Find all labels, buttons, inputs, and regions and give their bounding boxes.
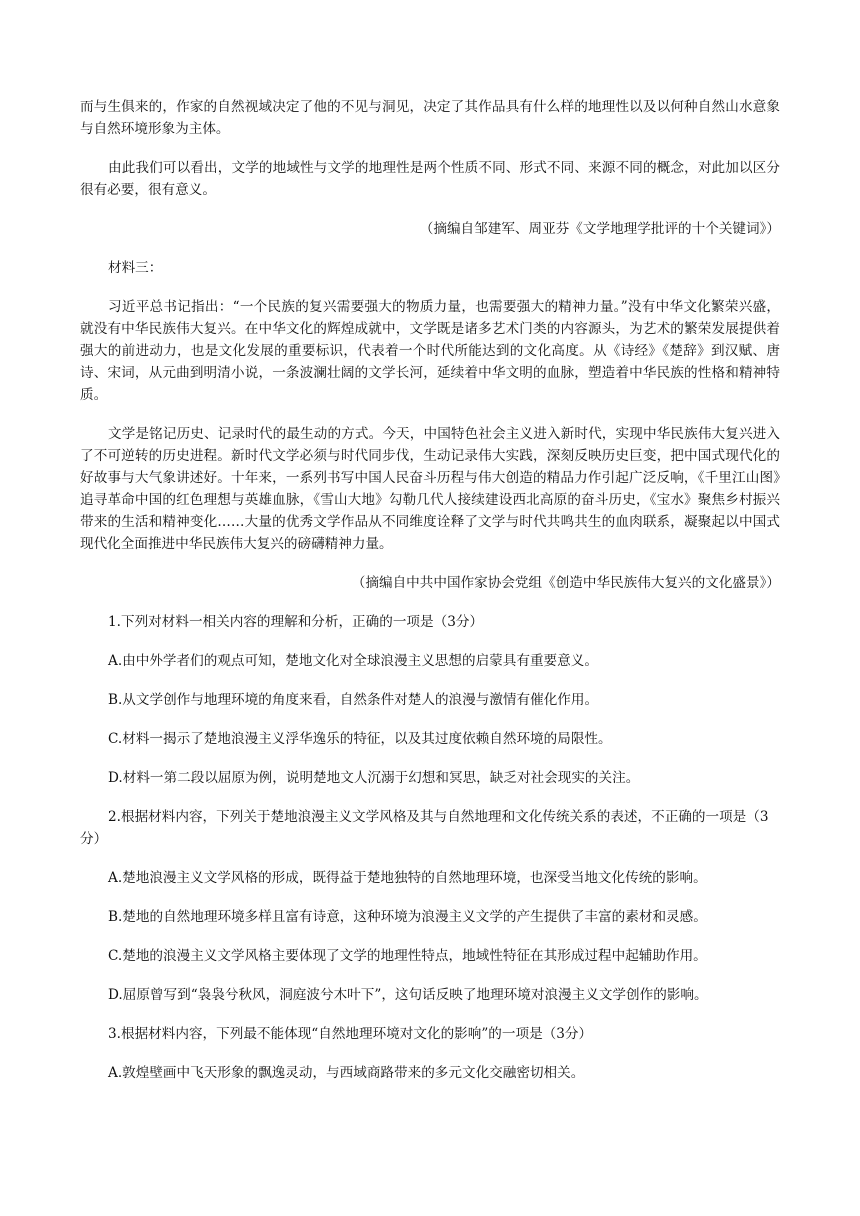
material2-continuation: 而与生俱来的，作家的自然视域决定了他的不见与洞见，决定了其作品具有什么样的地理性以及以何种自然山水意象与自然环境形象为主体。 [80, 99, 780, 137]
question-2-option-a: A.楚地浪漫主义文学风格的形成，既得益于楚地独特的自然地理环境，也深受当地文化传统的影响。 [108, 870, 707, 886]
question-2-option-d: D.屈原曾写到“袅袅兮秋风，洞庭波兮木叶下”，这句话反映了地理环境对浪漫主义文学创作的影响。 [108, 987, 708, 1003]
material3-heading: 材料三： [108, 260, 163, 276]
material2-source: （摘编自邹建军、周亚芬《文学地理学批评的十个关键词》） [419, 221, 780, 237]
material2-conclusion: 由此我们可以看出，文学的地域性与文学的地理性是两个性质不同、形式不同、来源不同的概念，对此加以区分很有必要，很有意义。 [80, 160, 780, 198]
question-1-option-b: B.从文学创作与地理环境的角度来看，自然条件对楚人的浪漫与激情有催化作用。 [108, 692, 599, 708]
material3-paragraph-2: 文学是铭记历史、记录时代的最生动的方式。今天，中国特色社会主义进入新时代，实现中华民族伟大复兴进入了不可逆转的历史进程。新时代文学必须与时代同步伐，生动记录伟大实践，深刻反映历史巨变，把中国式现代化的好故事与大气象讲述好。十年来，一系列书写中国人民奋斗历程与伟大创造的精品力作引起广泛反响，《千里江山图》追寻革命中国的红色理想与英雄血脉，《雪山大地》勾勒几代人接续建设西北高原的奋斗历史，《宝水》聚焦乡村振兴带来的生活和精神变化……大量的优秀文学作品从不同维度诠释了文学与时代共鸣共生的血肉联系，凝聚起以中国式现代化全面推进中华民族伟大复兴的磅礴精神力量。 [80, 426, 780, 552]
material3-source: （摘编自中共中国作家协会党组《创造中华民族伟大复兴的文化盛景》） [351, 575, 780, 591]
question-1-option-a: A.由中外学者们的观点可知，楚地文化对全球浪漫主义思想的启蒙具有重要意义。 [108, 653, 598, 669]
material3-paragraph-1: 习近平总书记指出：“一个民族的复兴需要强大的物质力量，也需要强大的精神力量。”没有中华文化繁荣兴盛，就没有中华民族伟大复兴。在中华文化的辉煌成就中，文学既是诸多艺术门类的内容源头，为艺术的繁荣发展提供着强大的前进动力，也是文化发展的重要标识，代表着一个时代所能达到的文化高度。从《诗经》《楚辞》到汉赋、唐诗、宋词，从元曲到明清小说，一条波澜壮阔的文学长河，延续着中华文明的血脉，塑造着中华民族的性格和精神特质。 [80, 299, 780, 403]
question-2-option-b: B.楚地的自然地理环境多样且富有诗意，这种环境为浪漫主义文学的产生提供了丰富的素材和灵感。 [108, 909, 707, 925]
question-1-option-c: C.材料一揭示了楚地浪漫主义浮华逸乐的特征，以及其过度依赖自然环境的局限性。 [108, 731, 612, 747]
question-1-option-d: D.材料一第二段以屈原为例，说明楚地文人沉溺于幻想和冥思，缺乏对社会现实的关注。 [108, 770, 640, 786]
question-2-option-c: C.楚地的浪漫主义文学风格主要体现了文学的地理性特点，地域性特征在其形成过程中起辅助作用。 [108, 948, 707, 964]
exam-page [80, 96, 780, 1101]
question-1-stem: 1.下列对材料一相关内容的理解和分析，正确的一项是（3分） [108, 614, 484, 630]
question-3-stem: 3.根据材料内容，下列最不能体现“自然地理环境对文化的影响”的一项是（3分） [108, 1026, 593, 1042]
question-2-stem: 2.根据材料内容，下列关于楚地浪漫主义文学风格及其与自然地理和文化传统关系的表述，不正确的一项是（3分） [80, 809, 769, 847]
question-3-option-a: A.敦煌壁画中飞天形象的飘逸灵动，与西域商路带来的多元文化交融密切相关。 [108, 1065, 585, 1081]
